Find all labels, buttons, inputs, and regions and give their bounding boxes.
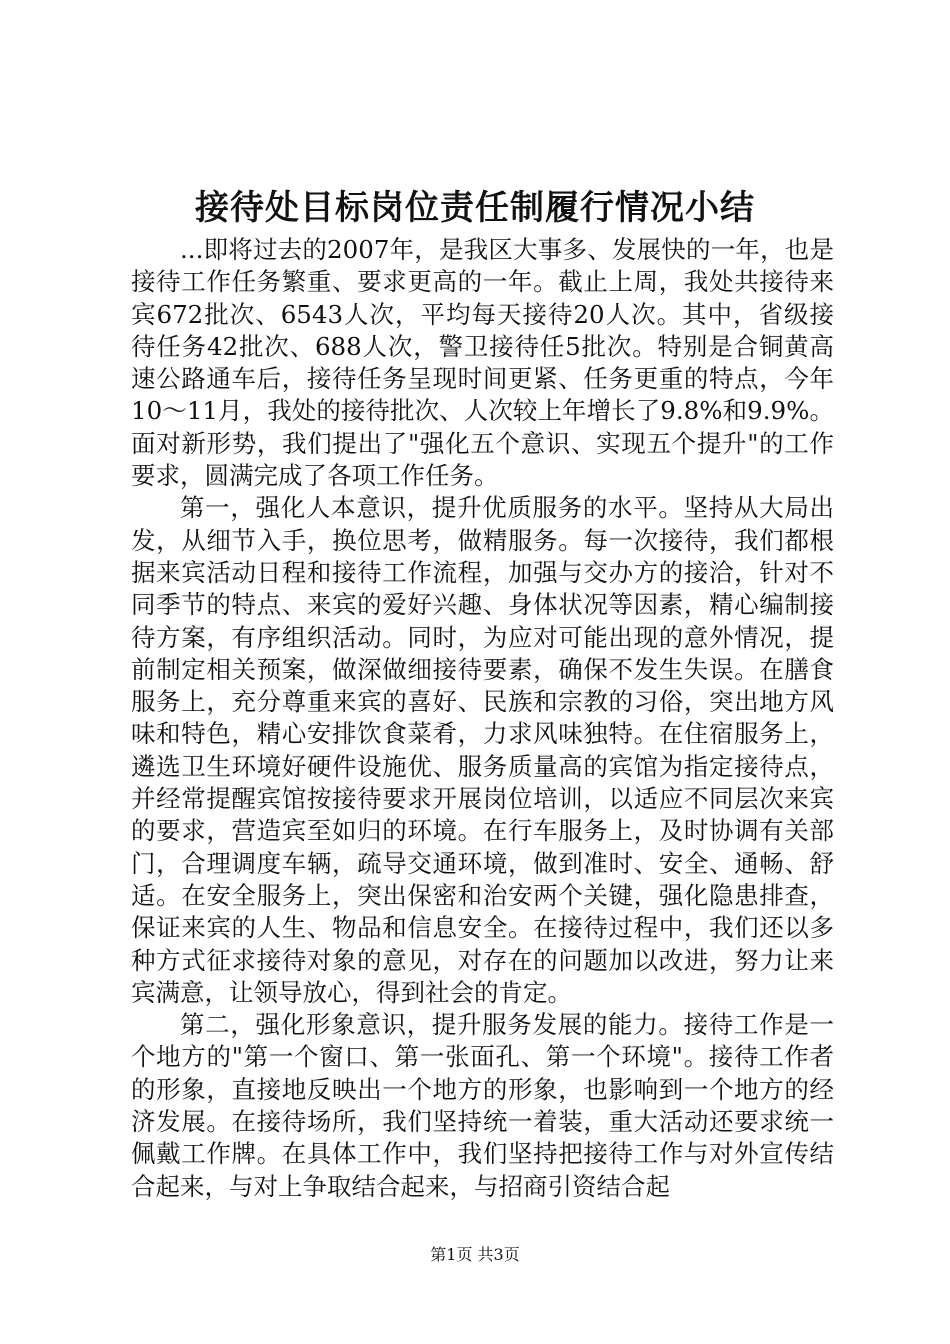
document-title: 接待处目标岗位责任制履行情况小结 — [195, 188, 755, 228]
paragraph-first-point: 第一，强化人本意识，提升优质服务的水平。坚持从大局出发，从细节入手，换位思考，做精服务。每一次接待，我们都根据来宾活动日程和接待工作流程，加强与交办方的接洽，针对不同季节的特点、来宾的爱好兴趣、身体状况等因素，精心编制接待方案，有序组织活动。同时，为应对可能出现的意外情况，提前制定相关预案，做深做细接待要素，确保不发生失误。在膳食服务上，充分尊重来宾的喜好、民族和宗教的习俗，突出地方风味和特色，精心安排饮食菜肴，力求风味独特。在住宿服务上，遴选卫生环境好硬件设施优、服务质量高的宾馆为指定接待点，并经常提醒宾馆按接待要求开展岗位培训，以适应不同层次来宾的要求，营造宾至如归的环境。在行车服务上，及时协调有关部门，合理调度车辆，疏导交通环境，做到准时、安全、通畅、舒适。在安全服务上，突出保密和治安两个关键，强化隐患排查，保证来宾的人生、物品和信息安全。在接待过程中，我们还以多种方式征求接待对象的意见，对存在的问题加以改进，努力让来宾满意，让领导放心，得到社会的肯定。 — [131, 493, 834, 1007]
document-body — [131, 234, 834, 1203]
paragraph-second-point: 第二，强化形象意识，提升服务发展的能力。接待工作是一个地方的"第一个窗口、第一张面孔、第一个环境"。接待工作者的形象，直接地反映出一个地方的形象，也影响到一个地方的经济发展。在接待场所，我们坚持统一着装，重大活动还要求统一佩戴工作牌。在具体工作中，我们坚持把接待工作与对外宣传结合起来，与对上争取结合起来，与招商引资结合起 — [131, 1010, 834, 1201]
paragraph-intro: ...即将过去的2007年，是我区大事多、发展快的一年，也是接待工作任务繁重、要求更高的一年。截止上周，我处共接待来宾672批次、6543人次，平均每天接待20人次。其中，省级接待任务42批次、688人次，警卫接待任5批次。特别是合铜黄高速公路通车后，接待任务呈现时间更紧、任务更重的特点，今年10～11月，我处的接待批次、人次较上年增长了9.8%和9.9%。面对新形势，我们提出了"强化五个意识、实现五个提升"的工作要求，圆满完成了各项工作任务。 — [131, 235, 834, 491]
page-number-footer: 第1页 共3页 — [430, 1245, 520, 1264]
